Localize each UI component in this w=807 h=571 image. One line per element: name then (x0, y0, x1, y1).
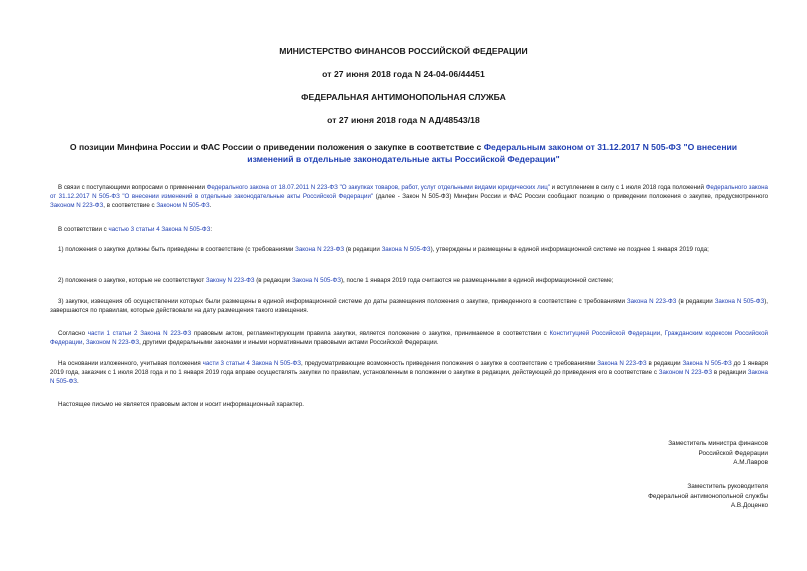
title-law-link[interactable]: Федеральным законом от 31.12.2017 N 505-ФЗ "О внесении изменений в отдельные законодательные акты Российской Федерации" (247, 142, 738, 164)
p3-text-b: (в редакции (344, 246, 382, 253)
p1-text-c: (далее - Закон N 505-ФЗ) Минфин России и ФАС России сообщают позицию о приведении положения о закупке, предусмотренного (373, 193, 769, 200)
signature-fas-position: Заместитель руководителя (687, 483, 768, 490)
p1-text-b: и вступлением в силу с 1 июля 2018 года положений (549, 184, 706, 191)
service-date: от 27 июня 2018 года N АД/48543/18 (327, 115, 480, 125)
p6-text-a: Согласно (58, 330, 88, 337)
p4-text-b: (в редакции (254, 277, 292, 284)
title-text: О позиции Минфина России и ФАС России о приведении положения о закупке в соответствие с (69, 142, 484, 152)
p4-text-a: 2) положения о закупке, которые не соответствуют (58, 277, 206, 284)
paragraph-5 (50, 297, 768, 315)
p6-text-c: , (660, 330, 665, 337)
p7-text-d: до 1 января 2019 года, заказчик с 1 июля 2018 года и по 1 января 2019 года вправе осуществлять закупки по правилам, установленным в положении о закупке в редакции, действующей до приведения его в соответствие с (50, 360, 768, 376)
document-title (50, 141, 757, 165)
paragraph-3 (50, 245, 768, 254)
p1-text-e: . (209, 202, 212, 209)
p1-text-d: , в соответствие с (103, 202, 157, 209)
p4-link-223fz[interactable]: Закону N 223-ФЗ (205, 277, 255, 284)
p5-text-b: (в редакции (676, 298, 715, 305)
p3-text-c: ), утверждены и размещены в единой информационной системе не позднее 1 января 2019 года; (430, 246, 709, 253)
p5-link-505fz[interactable]: Закона N 505-ФЗ (714, 298, 765, 305)
signature-fas (648, 482, 768, 511)
p2-text-b: : (210, 226, 213, 233)
signature-minfin-org: Российской Федерации (698, 449, 768, 457)
p1-link-223fz[interactable]: Федерального закона от 18.07.2011 N 223-ФЗ "О закупках товаров, работ, услуг отдельными видами юридических лиц" (206, 184, 550, 191)
paragraph-8: Настоящее письмо не является правовым актом и носит информационный характер. (58, 401, 304, 408)
paragraph-1 (50, 183, 768, 210)
p6-link-223fz[interactable]: Законом N 223-ФЗ (85, 339, 140, 346)
signature-fas-name: А.В.Доценко (730, 502, 768, 510)
p6-link-constitution[interactable]: Конституцией Российской Федерации (549, 330, 661, 337)
ministry-date: от 27 июня 2018 года N 24-04-06/44451 (322, 69, 485, 79)
p1-text-a: В связи с поступающими вопросами о применении (58, 184, 207, 191)
p7-text-c: в редакции (646, 360, 683, 367)
p1-link-505fz-short[interactable]: Законом N 505-ФЗ (156, 202, 210, 209)
p5-text-c: ), завершаются по правилам, которые действовали на дату размещения такого извещения. (50, 298, 768, 314)
signature-fas-org: Федеральной антимонопольной службы (648, 492, 768, 500)
p6-link-part1-art2[interactable]: части 1 статьи 2 Закона N 223-ФЗ (87, 330, 192, 337)
paragraph-2 (50, 225, 768, 234)
paragraph-7 (50, 359, 768, 386)
p6-text-e: , другими федеральными законами и иными нормативными правовыми актами Российской Федерации. (139, 339, 439, 346)
p3-link-505fz[interactable]: Закона N 505-ФЗ (381, 246, 431, 253)
signature-minfin-position: Заместитель министра финансов (668, 440, 768, 447)
p7-text-f: . (77, 378, 79, 385)
p2-link-part3-art4[interactable]: частью 3 статьи 4 Закона N 505-ФЗ (108, 226, 211, 233)
p7-link-223fz[interactable]: Закона N 223-ФЗ (597, 360, 647, 367)
p4-link-505fz[interactable]: Закона N 505-ФЗ (291, 277, 341, 284)
service-heading: ФЕДЕРАЛЬНАЯ АНТИМОНОПОЛЬНАЯ СЛУЖБА (301, 92, 506, 102)
p1-link-505fz[interactable]: Федерального закона от 31.12.2017 N 505-ФЗ "О внесении изменений в отдельные законодательные акты Российской Федерации" (50, 184, 768, 200)
p5-link-223fz[interactable]: Закона N 223-ФЗ (626, 298, 677, 305)
p7-text-a: На основании изложенного, учитывая положения (58, 360, 203, 367)
p7-link-505fz-2[interactable]: Закона N 505-ФЗ (50, 369, 768, 385)
p5-text-a: 3) закупки, извещения об осуществлении которых были размещены в единой информационной системе до даты размещения положения о закупке, приведенного в соответствие с требованиями (58, 298, 627, 305)
p6-text-d: , (82, 339, 86, 346)
signature-minfin-name: А.М.Лавров (733, 459, 768, 467)
p7-link-505fz[interactable]: Закона N 505-ФЗ (682, 360, 732, 367)
p3-link-223fz[interactable]: Закона N 223-ФЗ (295, 246, 345, 253)
paragraph-4 (50, 276, 768, 285)
p3-text-a: 1) положения о закупке должны быть приведены в соответствие (с требованиями (58, 246, 296, 253)
p2-text-a: В соответствии с (58, 226, 109, 233)
p6-link-civil-code[interactable]: Гражданским кодексом Российской Федерации (50, 330, 768, 346)
p6-text-b: правовым актом, регламентирующим правила закупки, является положение о закупке, принимаемое в соответствии с (191, 330, 550, 337)
signature-minfin (668, 439, 768, 468)
paragraph-6 (50, 329, 768, 347)
ministry-heading: МИНИСТЕРСТВО ФИНАНСОВ РОССИЙСКОЙ ФЕДЕРАЦИИ (279, 46, 528, 56)
p1-link-223fz-short[interactable]: Законом N 223-ФЗ (50, 202, 104, 209)
p4-text-c: ), после 1 января 2019 года считаются не размещенными в единой информационной системе; (340, 277, 614, 284)
p7-text-e: в редакции (712, 369, 748, 376)
p7-link-223fz-2[interactable]: Законом N 223-ФЗ (658, 369, 713, 376)
p7-text-b: , предусматривающие возможность приведения положения о закупке в соответствие с требованиями (301, 360, 598, 367)
p7-link-part3-art4[interactable]: части 3 статьи 4 Закона N 505-ФЗ (202, 360, 301, 367)
